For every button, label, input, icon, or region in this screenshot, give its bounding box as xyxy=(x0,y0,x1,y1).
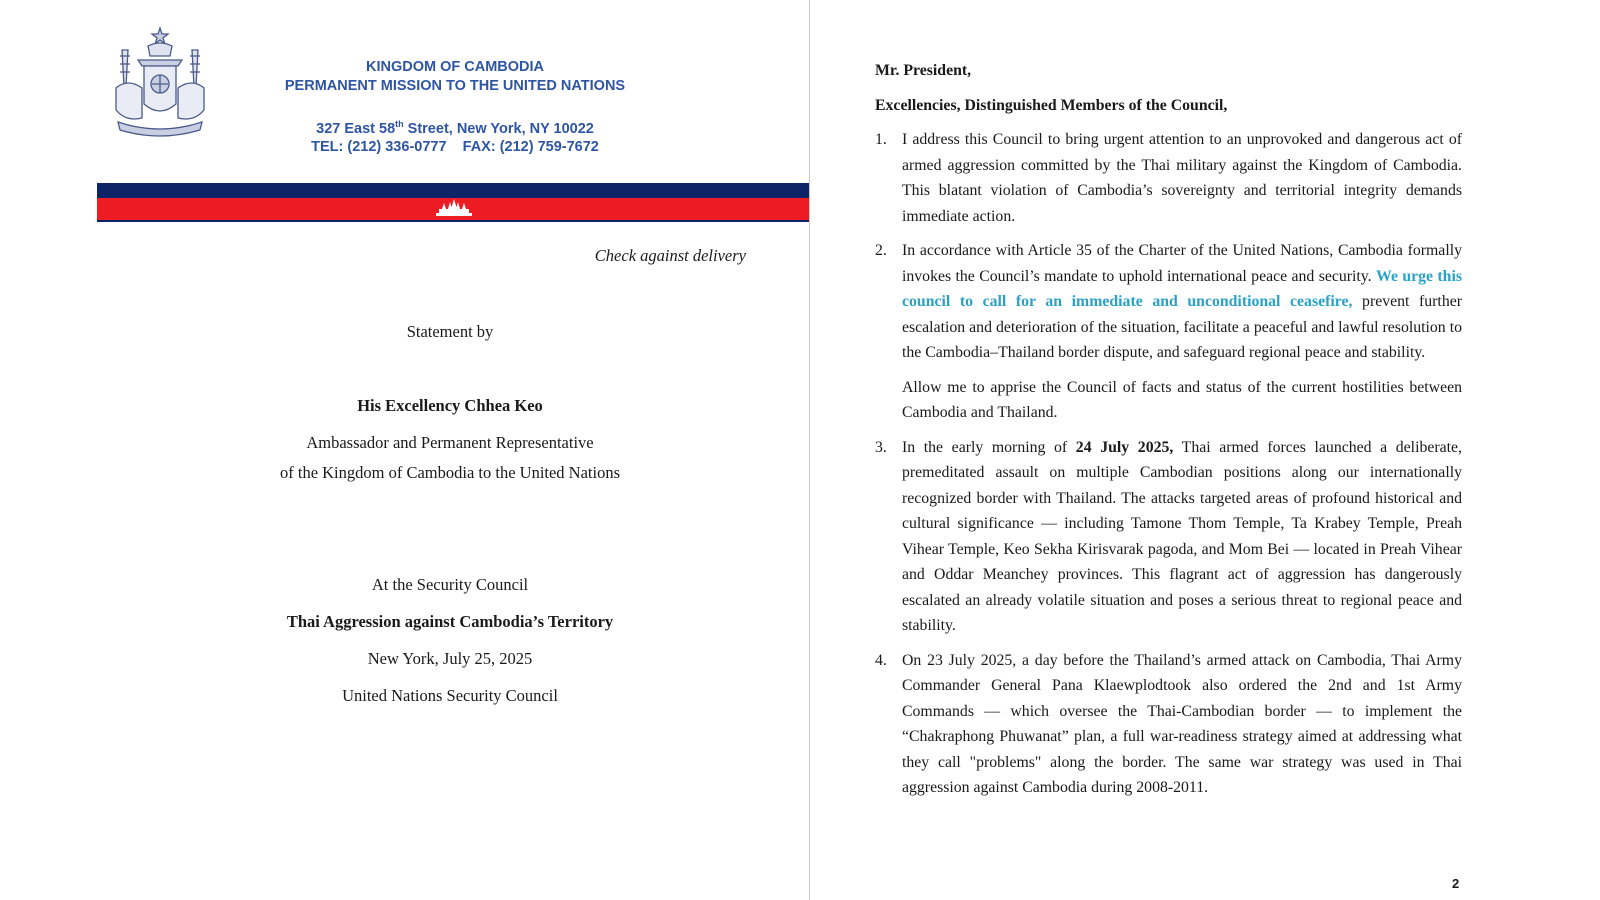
paragraph-text: In the early morning of 24 July 2025, Thai armed forces launched a deliberate, premeditated assault on multiple Cambodian positions along our internationally recognized border with Thailand. The attacks targeted areas of profound historical and cultural significance — including Tamone Thom Temple, Ta Krabey Temple, Preah Vihear Temple, Keo Sekha Kirisvarak pagoda, and Mom Bei — located in Preah Vihear and Oddar Meanchey provinces. This flagrant act of aggression has dangerously escalated an already volatile situation and poses a serious threat to regional peace and stability. xyxy=(902,438,1462,634)
letterhead-address: 327 East 58th Street, New York, NY 10022 xyxy=(316,119,594,137)
letterhead-country: KINGDOM OF CAMBODIA xyxy=(365,59,544,75)
check-against-delivery: Check against delivery xyxy=(594,246,746,265)
royal-coat-of-arms-icon xyxy=(108,26,212,138)
page-number: 2 xyxy=(1452,876,1460,891)
paragraph-text: In accordance with Article 35 of the Charter of the United Nations, Cambodia formally invokes the Council’s mandate to uphold international peace and security. We urge this council to call for an immediate and unconditional ceasefire, prevent further escalation and deterioration of the situation, facilitate a peaceful and lawful resolution to the Cambodia–Thailand border dispute, and safeguard regional peace and stability. xyxy=(902,242,1463,361)
mission-letterhead xyxy=(260,58,650,157)
letterhead-mission: PERMANENT MISSION TO THE UNITED NATIONS xyxy=(284,77,626,94)
page-divider xyxy=(809,0,810,900)
paragraph-3 xyxy=(875,435,1462,639)
statement-by: Statement by xyxy=(406,322,494,341)
paragraph-number: 2. xyxy=(875,242,887,259)
cambodian-flag-band xyxy=(97,183,809,222)
paragraph-4 xyxy=(875,648,1462,801)
paragraph-1 xyxy=(875,127,1462,229)
salutation-members: Excellencies, Distinguished Members of the Council, xyxy=(875,96,1228,114)
paragraph-text: On 23 July 2025, a day before the Thailand’s armed attack on Cambodia, Thai Army Commander General Pana Klaewplodtook also ordered the 2nd and 1st Army Commands — which oversee the Thai-Cambodian border — to implement the “Chakraphong Phuwanat” plan, a full war-readiness strategy aimed at addressing what they call "problems" along the border. The same war strategy was used in Thai aggression against Cambodia during 2008-2011. xyxy=(902,651,1462,796)
council-name: United Nations Security Council xyxy=(342,686,558,705)
paragraph-2-follow: Allow me to apprise the Council of facts and status of the current hostilities between Cambodia and Thailand. xyxy=(902,378,1462,421)
venue: At the Security Council xyxy=(371,575,529,594)
statement-topic: Thai Aggression against Cambodia’s Territory xyxy=(286,612,614,631)
statement-page-2 xyxy=(875,58,1462,810)
angkor-wat-icon xyxy=(434,198,474,218)
ceasefire-highlight: We urge this council to call for an immediate and unconditional ceasefire, xyxy=(902,267,1463,310)
speaker-role-line1: Ambassador and Permanent Representative xyxy=(306,433,594,452)
attack-date: 24 July 2025, xyxy=(1075,438,1174,456)
paragraph-number: 1. xyxy=(875,131,887,148)
speaker-role-line2: of the Kingdom of Cambodia to the United Nations xyxy=(279,463,621,482)
paragraph-number: 4. xyxy=(875,651,887,669)
salutation-president: Mr. President, xyxy=(875,62,972,79)
paragraph-number: 3. xyxy=(875,438,887,456)
speaker-name: His Excellency Chhea Keo xyxy=(357,396,543,415)
paragraph-2 xyxy=(875,238,1462,366)
letterhead-phones: TEL: (212) 336-0777 FAX: (212) 759-7672 xyxy=(311,139,599,156)
paragraph-text: I address this Council to bring urgent attention to an unprovoked and dangerous act of armed aggression committed by the Thai military against the Kingdom of Cambodia. This blatant violation of Cambodia’s sovereignty and territorial integrity demands immediate action. xyxy=(902,131,1462,225)
place-and-date: New York, July 25, 2025 xyxy=(367,649,533,668)
